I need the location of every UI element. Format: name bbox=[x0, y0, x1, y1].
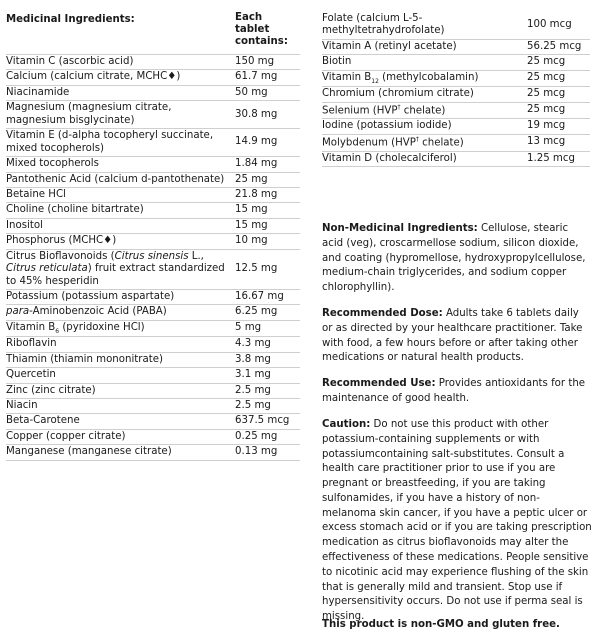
table-row bbox=[6, 290, 300, 305]
ingredient-name-part: Citrus reticulata bbox=[6, 263, 88, 275]
ingredient-amount: 50 mg bbox=[235, 86, 268, 98]
table-row bbox=[322, 103, 590, 120]
ingredient-name bbox=[6, 158, 235, 170]
table-row bbox=[6, 70, 300, 85]
ingredients-heading: Medicinal Ingredients: bbox=[6, 14, 135, 25]
ingredient-name bbox=[6, 204, 235, 216]
ingredient-amount: 637.5 mcg bbox=[235, 415, 290, 427]
ingredient-name bbox=[6, 102, 235, 127]
ingredient-amount: 25 mcg bbox=[527, 72, 566, 84]
ingredient-name bbox=[6, 338, 235, 350]
ingredient-name-part: Folate (calcium L-5-methyltetrahydrofolate) bbox=[322, 13, 445, 37]
ingredient-amount: 3.1 mg bbox=[235, 369, 271, 381]
medicinal-ingredients-table-continued bbox=[322, 12, 590, 167]
ingredient-name bbox=[6, 369, 235, 381]
ingredient-name bbox=[6, 235, 235, 247]
table-row bbox=[6, 86, 300, 101]
table-row bbox=[6, 101, 300, 129]
ingredient-name bbox=[6, 354, 235, 366]
table-row bbox=[6, 384, 300, 399]
ingredient-amount: 150 mg bbox=[235, 56, 275, 67]
ingredient-name bbox=[322, 88, 527, 100]
ingredient-amount: 61.7 mg bbox=[235, 71, 278, 83]
table-row bbox=[322, 12, 590, 40]
non-medicinal-ingredients bbox=[322, 222, 592, 296]
ingredient-name-part: 6 bbox=[55, 327, 60, 335]
ingredient-amount: 13 mcg bbox=[527, 136, 566, 148]
table-row bbox=[6, 234, 300, 249]
ingredient-name-part: Mixed tocopherols bbox=[6, 158, 99, 170]
amount-heading bbox=[235, 12, 288, 54]
caution bbox=[322, 418, 592, 625]
ingredient-name-part: Vitamin E (d-alpha tocopheryl succinate, mixed tocopherols) bbox=[6, 130, 214, 154]
table-row bbox=[6, 219, 300, 234]
ingredient-name-part: Quercetin bbox=[6, 369, 56, 381]
ingredient-name-part: Biotin bbox=[322, 56, 352, 68]
ingredient-amount: 14.9 mg bbox=[235, 136, 278, 148]
ingredient-name-part: ) fruit extract standardized to 45% hesperidin bbox=[6, 263, 225, 287]
ingredient-name bbox=[6, 415, 235, 427]
non-gmo-statement: This product is non-GMO and gluten free. bbox=[322, 619, 560, 630]
ingredient-name-part: Betaine HCl bbox=[6, 188, 66, 200]
table-row bbox=[6, 414, 300, 429]
ingredient-amount: 0.13 mg bbox=[235, 446, 278, 458]
ingredient-amount: 6.25 mg bbox=[235, 306, 278, 318]
ingredient-name-part: Pantothenic Acid (calcium d-pantothenate) bbox=[6, 173, 225, 185]
ingredient-name-part: Magnesium (magnesium citrate, magnesium bisglycinate) bbox=[6, 102, 172, 126]
amount-heading-line: contains: bbox=[235, 36, 288, 48]
ingredient-name-part: Citrus Bioflavonoids ( bbox=[6, 250, 115, 262]
table-row bbox=[6, 430, 300, 445]
table-row bbox=[6, 337, 300, 352]
ingredient-name-part: Zinc (zinc citrate) bbox=[6, 384, 96, 396]
table-header bbox=[6, 12, 300, 55]
table-row bbox=[6, 445, 300, 460]
ingredient-amount: 100 mcg bbox=[527, 19, 572, 31]
ingredient-name-part: 12 bbox=[371, 77, 379, 85]
table-row bbox=[6, 368, 300, 383]
ingredient-name-part: Vitamin C (ascorbic acid) bbox=[6, 56, 134, 67]
table-row bbox=[6, 55, 300, 70]
ingredient-name-part: (methylcobalamin) bbox=[378, 71, 479, 83]
ingredient-name-part: Molybdenum (HVP bbox=[322, 137, 416, 149]
ingredient-name bbox=[322, 56, 527, 68]
ingredient-name bbox=[6, 322, 235, 335]
ingredient-name bbox=[6, 446, 235, 458]
ingredient-name-part: Choline (choline bitartrate) bbox=[6, 204, 144, 216]
ingredient-name bbox=[322, 13, 527, 38]
section-text: Adults take 6 tablets daily or as directed by your healthcare practitioner. Take with food, a few hours before or after taking other medications or natural health products. bbox=[322, 308, 583, 364]
ingredient-name bbox=[322, 72, 527, 85]
ingredient-amount: 1.25 mcg bbox=[527, 152, 575, 164]
ingredient-name bbox=[6, 130, 235, 155]
ingredient-amount: 12.5 mg bbox=[235, 263, 278, 275]
ingredient-amount: 25 mcg bbox=[527, 56, 566, 68]
ingredient-amount: 3.8 mg bbox=[235, 353, 271, 365]
table-row bbox=[6, 129, 300, 157]
ingredient-name bbox=[6, 306, 235, 318]
table-row bbox=[322, 55, 590, 70]
ingredient-name-part: Citrus sinensis bbox=[114, 250, 189, 262]
ingredient-name bbox=[6, 385, 235, 397]
medicinal-ingredients-table bbox=[6, 12, 300, 461]
ingredient-name-part: -Aminobenzoic Acid (PABA) bbox=[29, 306, 167, 318]
ingredient-name-part: chelate) bbox=[418, 137, 464, 149]
table-row bbox=[6, 353, 300, 368]
amount-heading-line: Each bbox=[235, 12, 263, 23]
table-row bbox=[322, 71, 590, 87]
table-row bbox=[6, 250, 300, 290]
ingredient-name bbox=[322, 120, 527, 132]
ingredient-name-part: Vitamin D (cholecalciferol) bbox=[322, 152, 457, 164]
ingredient-name-part: Thiamin (thiamin mononitrate) bbox=[6, 353, 163, 365]
ingredient-name-part: † bbox=[415, 135, 419, 143]
ingredient-name-part: Vitamin B bbox=[322, 71, 372, 83]
ingredient-amount: 25 mcg bbox=[527, 88, 566, 100]
table-row bbox=[322, 152, 590, 167]
ingredient-name-part: Iodine (potassium iodide) bbox=[322, 120, 452, 132]
table-row bbox=[6, 203, 300, 218]
ingredient-amount: 25 mcg bbox=[527, 104, 566, 116]
ingredient-amount: 19 mcg bbox=[527, 120, 566, 132]
ingredient-name bbox=[6, 71, 235, 83]
recommended-dose bbox=[322, 307, 592, 366]
ingredient-amount: 10 mg bbox=[235, 235, 268, 247]
ingredient-amount: 5 mg bbox=[235, 322, 262, 334]
table-row bbox=[6, 305, 300, 320]
ingredient-name-part: Copper (copper citrate) bbox=[6, 430, 126, 442]
ingredient-amount: 56.25 mcg bbox=[527, 40, 582, 52]
ingredient-name bbox=[6, 189, 235, 201]
ingredient-name-part: chelate) bbox=[400, 104, 446, 116]
ingredient-name-part: Manganese (manganese citrate) bbox=[6, 446, 172, 458]
table-row bbox=[322, 135, 590, 152]
ingredient-name bbox=[322, 104, 527, 118]
ingredient-amount: 0.25 mg bbox=[235, 430, 278, 442]
ingredient-amount: 2.5 mg bbox=[235, 399, 271, 411]
section-text: Cellulose, stearic acid (veg), croscarmellose sodium, silicon dioxide, and coating (hypromellose, hydroxypropylcellulose, medium-chain triglycerides, and sodium copper chlorophyllin). bbox=[322, 223, 586, 294]
ingredient-name bbox=[322, 41, 527, 53]
section-label: Recommended Dose: bbox=[322, 308, 443, 319]
ingredient-name bbox=[322, 153, 527, 165]
ingredient-name bbox=[6, 251, 235, 288]
ingredient-name-part: Phosphorus (MCHC♦) bbox=[6, 235, 117, 247]
section-label: Non-Medicinal Ingredients: bbox=[322, 223, 478, 234]
ingredient-name-part: (pyridoxine HCl) bbox=[59, 321, 145, 333]
recommended-use bbox=[322, 377, 592, 407]
ingredient-amount: 2.5 mg bbox=[235, 384, 271, 396]
ingredient-name bbox=[322, 136, 527, 150]
ingredient-name-part: Calcium (calcium citrate, MCHC♦) bbox=[6, 71, 181, 83]
ingredient-name-part: Vitamin B bbox=[6, 321, 56, 333]
ingredient-amount: 21.8 mg bbox=[235, 188, 278, 200]
ingredient-rows bbox=[6, 55, 300, 461]
ingredient-name bbox=[6, 174, 235, 186]
ingredient-name-part: Selenium (HVP bbox=[322, 104, 398, 116]
ingredient-name-part: Niacin bbox=[6, 399, 38, 411]
section-label: Caution: bbox=[322, 419, 371, 430]
ingredient-amount: 4.3 mg bbox=[235, 338, 271, 350]
ingredient-name bbox=[6, 431, 235, 443]
table-row bbox=[322, 87, 590, 102]
ingredient-name bbox=[6, 291, 235, 303]
table-row bbox=[322, 40, 590, 55]
amount-heading-line: tablet bbox=[235, 24, 270, 36]
section-label: Recommended Use: bbox=[322, 378, 436, 389]
section-text: Do not use this product with other potassium-containing supplements or with potassiumcontaining salt-substitutes. Consult a health care practitioner prior to use if you are pregnant or breastfeeding, if you are taking sulfonamides, if you have a history of non-melanoma skin cancer, if you have a peptic ulcer or excess stomach acid or if you are taking prescription medication as citrus bioflavonoids may alter the effectiveness of these medications. People sensitive to nicotinic acid may experience flushing of the skin that is generally mild and transient. Stop use if hypersensitivity occurs. Do not use if perma seal is missing. bbox=[322, 419, 592, 623]
table-row bbox=[6, 188, 300, 203]
table-row bbox=[6, 321, 300, 337]
ingredient-amount: 15 mg bbox=[235, 219, 268, 231]
table-row bbox=[6, 157, 300, 172]
ingredient-name-part: Riboflavin bbox=[6, 338, 57, 350]
ingredient-name-part: Potassium (potassium aspartate) bbox=[6, 291, 175, 302]
ingredient-amount: 15 mg bbox=[235, 204, 268, 216]
ingredient-name-part: L., bbox=[188, 250, 204, 262]
ingredient-name-part: Chromium (chromium citrate) bbox=[322, 88, 474, 100]
ingredient-amount: 16.67 mg bbox=[235, 291, 284, 302]
ingredient-name-part: para bbox=[6, 306, 30, 318]
ingredient-name-part: Beta-Carotene bbox=[6, 415, 80, 427]
table-row bbox=[6, 173, 300, 188]
section-text: Provides antioxidants for the maintenance of good health. bbox=[322, 378, 586, 404]
table-row bbox=[6, 399, 300, 414]
ingredient-name bbox=[6, 220, 235, 232]
ingredient-name-part: † bbox=[397, 103, 401, 111]
ingredient-amount: 1.84 mg bbox=[235, 158, 278, 170]
ingredient-amount: 25 mg bbox=[235, 173, 268, 185]
ingredient-name bbox=[6, 56, 235, 68]
ingredient-rows bbox=[322, 12, 590, 167]
table-row bbox=[322, 119, 590, 134]
ingredient-name bbox=[6, 87, 235, 99]
ingredient-name-part: Vitamin A (retinyl acetate) bbox=[322, 40, 457, 52]
ingredient-name bbox=[6, 400, 235, 412]
ingredient-amount: 30.8 mg bbox=[235, 108, 278, 120]
ingredient-name-part: Niacinamide bbox=[6, 86, 70, 98]
ingredient-name-part: Inositol bbox=[6, 219, 43, 231]
